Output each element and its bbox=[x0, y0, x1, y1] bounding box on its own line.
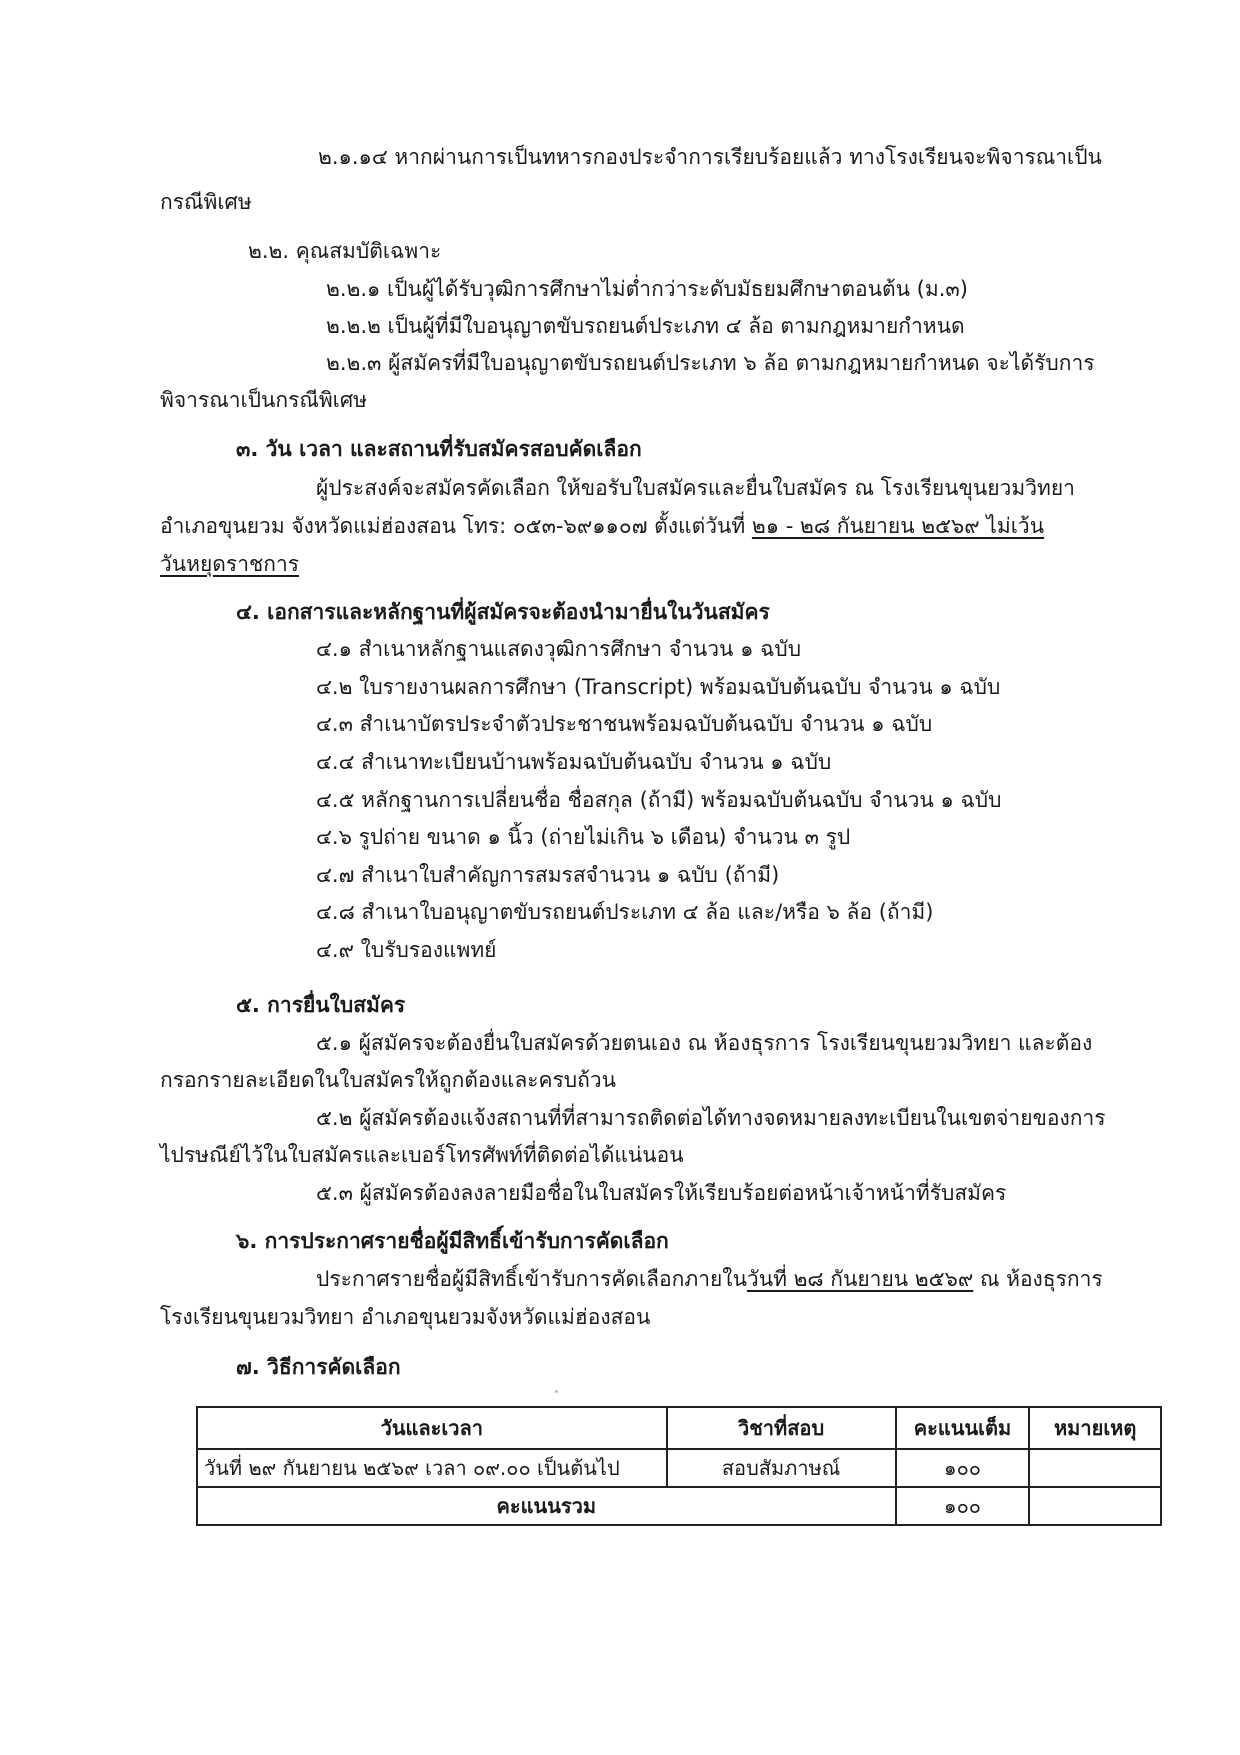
item-5-1-line2: กรอกรายละเอียดในใบสมัครให้ถูกต้องและครบถ้วน bbox=[160, 1068, 616, 1092]
cell-full-score: ๑๐๐ bbox=[896, 1449, 1030, 1487]
table-total-row bbox=[197, 1487, 1161, 1525]
cell-subject: สอบสัมภาษณ์ bbox=[667, 1449, 896, 1487]
heading-section-5: ๕. การยื่นใบสมัคร bbox=[236, 993, 406, 1017]
cell-remarks bbox=[1029, 1449, 1161, 1487]
item-2-1-14-line2: กรณีพิเศษ bbox=[160, 190, 252, 214]
item-2-1-14-line1: ๒.๑.๑๔ หากผ่านการเป็นทหารกองประจำการเรียบร้อยแล้ว ทางโรงเรียนจะพิจารณาเป็น bbox=[318, 145, 1102, 169]
heading-section-4: ๔. เอกสารและหลักฐานที่ผู้สมัครจะต้องนำมายื่นในวันสมัคร bbox=[236, 600, 770, 624]
heading-section-7: ๗. วิธีการคัดเลือก bbox=[236, 1355, 401, 1379]
item-5-2-line2: ไปรษณีย์ไว้ในใบสมัครและเบอร์โทรศัพท์ที่ติดต่อได้แน่นอน bbox=[160, 1143, 684, 1167]
item-5-3: ๕.๓ ผู้สมัครต้องลงลายมือชื่อในใบสมัครให้เรียบร้อยต่อหน้าเจ้าหน้าที่รับสมัคร bbox=[316, 1181, 1007, 1205]
section-3-line2 bbox=[160, 511, 1044, 541]
application-dates: ๒๑ - ๒๘ กันยายน ๒๕๖๙ ไม่เว้น bbox=[751, 514, 1045, 538]
section-6-line1 bbox=[316, 1264, 1103, 1294]
header-subject: วิชาที่สอบ bbox=[667, 1407, 896, 1449]
doc-item-4-7: ๔.๗ สำเนาใบสำคัญการสมรสจำนวน ๑ ฉบับ (ถ้ามี) bbox=[316, 863, 780, 887]
heading-section-3: ๓. วัน เวลา และสถานที่รับสมัครสอบคัดเลือก bbox=[236, 437, 642, 461]
cell-total-value: ๑๐๐ bbox=[896, 1487, 1030, 1525]
doc-item-4-8: ๔.๘ สำเนาใบอนุญาตขับรถยนต์ประเภท ๔ ล้อ และ/หรือ ๖ ล้อ (ถ้ามี) bbox=[316, 900, 934, 924]
heading-2-2: ๒.๒. คุณสมบัติเฉพาะ bbox=[248, 239, 442, 263]
doc-item-4-6: ๔.๖ รูปถ่าย ขนาด ๑ นิ้ว (ถ่ายไม่เกิน ๖ เดือน) จำนวน ๓ รูป bbox=[316, 825, 851, 849]
cell-total-remarks bbox=[1029, 1487, 1161, 1525]
section-3-line2-text: อำเภอขุนยวม จังหวัดแม่ฮ่องสอน โทร: ๐๕๓-๖๙๑๑๐๗ ตั้งแต่วันที่ bbox=[160, 514, 752, 538]
announcement-date: วันที่ ๒๘ กันยายน ๒๕๖๙ bbox=[746, 1267, 974, 1291]
doc-item-4-4: ๔.๔ สำเนาทะเบียนบ้านพร้อมฉบับต้นฉบับ จำนวน ๑ ฉบับ bbox=[316, 750, 832, 774]
cell-date-time: วันที่ ๒๙ กันยายน ๒๕๖๙ เวลา ๐๙.๐๐ เป็นต้นไป bbox=[197, 1449, 667, 1487]
item-5-1-line1: ๕.๑ ผู้สมัครจะต้องยื่นใบสมัครด้วยตนเอง ณ ห้องธุรการ โรงเรียนขุนยวมวิทยา และต้อง bbox=[316, 1031, 1093, 1055]
item-2-2-1: ๒.๒.๑ เป็นผู้ได้รับวุฒิการศึกษาไม่ต่ำกว่าระดับมัธยมศึกษาตอนต้น (ม.๓) bbox=[326, 277, 968, 301]
item-2-2-2: ๒.๒.๒ เป็นผู้ที่มีใบอนุญาตขับรถยนต์ประเภท ๔ ล้อ ตามกฎหมายกำหนด bbox=[326, 314, 965, 338]
doc-item-4-9: ๔.๙ ใบรับรองแพทย์ bbox=[316, 938, 497, 962]
doc-item-4-1: ๔.๑ สำเนาหลักฐานแสดงวุฒิการศึกษา จำนวน ๑ ฉบับ bbox=[316, 637, 802, 661]
section-6-line1-text: ประกาศรายชื่อผู้มีสิทธิ์เข้ารับการคัดเลือกภายใน bbox=[316, 1267, 747, 1291]
section-6-line2: โรงเรียนขุนยวมวิทยา อำเภอขุนยวมจังหวัดแม่ฮ่องสอน bbox=[160, 1305, 651, 1329]
header-date-time: วันและเวลา bbox=[197, 1407, 667, 1449]
doc-item-4-3: ๔.๓ สำเนาบัตรประจำตัวประชาชนพร้อมฉบับต้นฉบับ จำนวน ๑ ฉบับ bbox=[316, 712, 933, 736]
section-3-line3: วันหยุดราชการ bbox=[160, 552, 300, 576]
heading-section-6: ๖. การประกาศรายชื่อผู้มีสิทธิ์เข้ารับการคัดเลือก bbox=[236, 1229, 669, 1253]
table-row bbox=[197, 1449, 1161, 1487]
section-3-line1: ผู้ประสงค์จะสมัครคัดเลือก ให้ขอรับใบสมัครและยื่นใบสมัคร ณ โรงเรียนขุนยวมวิทยา bbox=[316, 476, 1075, 500]
item-2-2-3-line1: ๒.๒.๓ ผู้สมัครที่มีใบอนุญาตขับรถยนต์ประเภท ๖ ล้อ ตามกฎหมายกำหนด จะได้รับการ bbox=[326, 351, 1095, 375]
scan-speck bbox=[555, 1390, 558, 1393]
doc-item-4-5: ๔.๕ หลักฐานการเปลี่ยนชื่อ ชื่อสกุล (ถ้ามี) พร้อมฉบับต้นฉบับ จำนวน ๑ ฉบับ bbox=[316, 788, 1002, 812]
header-full-score: คะแนนเต็ม bbox=[896, 1407, 1030, 1449]
cell-total-label: คะแนนรวม bbox=[197, 1487, 896, 1525]
item-5-2-line1: ๕.๒ ผู้สมัครต้องแจ้งสถานที่ที่สามารถติดต่อได้ทางจดหมายลงทะเบียนในเขตจ่ายของการ bbox=[316, 1106, 1106, 1130]
selection-schedule-table bbox=[196, 1406, 1162, 1526]
doc-item-4-2: ๔.๒ ใบรายงานผลการศึกษา (Transcript) พร้อมฉบับต้นฉบับ จำนวน ๑ ฉบับ bbox=[316, 675, 1001, 699]
header-remarks: หมายเหตุ bbox=[1029, 1407, 1161, 1449]
table-header-row bbox=[197, 1407, 1161, 1449]
section-6-line1-tail: ณ ห้องธุรการ bbox=[973, 1267, 1103, 1291]
item-2-2-3-line2: พิจารณาเป็นกรณีพิเศษ bbox=[160, 388, 368, 412]
